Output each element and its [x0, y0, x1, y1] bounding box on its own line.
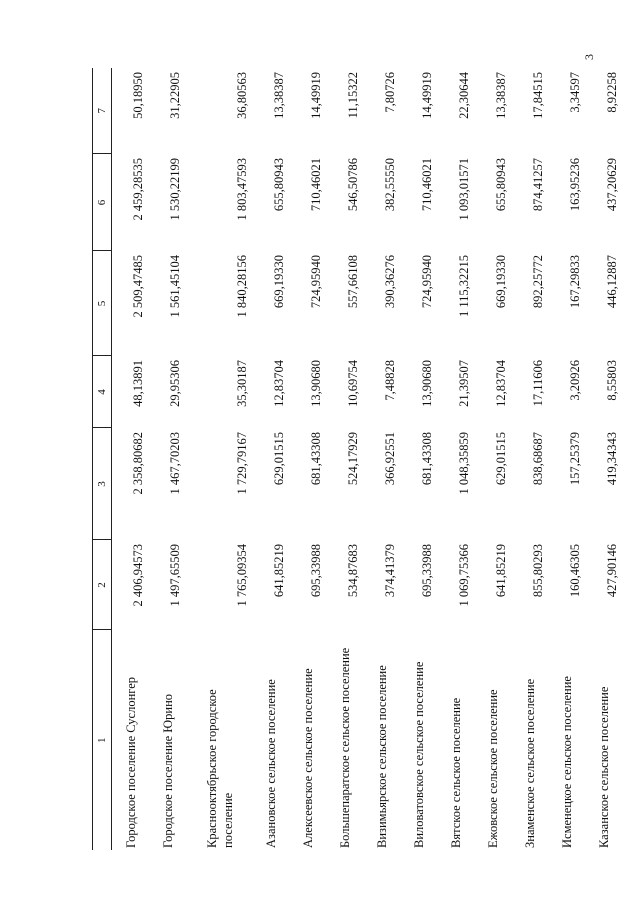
table-row	[149, 68, 186, 850]
value-cell-col-2: 855,80293	[530, 544, 545, 598]
table-row	[186, 68, 253, 850]
value-cell-col-7: 17,84515	[530, 72, 545, 119]
value-cell-col-7: 13,38387	[271, 72, 286, 119]
settlement-name-cell: Исменецкое сельское поселение	[560, 676, 575, 848]
settlement-name-cell: Краснооктябрьское городское поселение	[204, 689, 235, 848]
header-col-4: 4	[93, 356, 112, 428]
settlement-name-cell: Знаменское сельское поселение	[523, 678, 538, 848]
table-row	[290, 68, 327, 850]
table-row	[364, 68, 401, 850]
value-cell-col-4: 12,83704	[271, 360, 286, 407]
value-cell-col-6: 1 530,22199	[168, 158, 183, 221]
settlement-name-cell: Вятское сельское поселение	[449, 697, 464, 848]
value-cell-col-5: 1 840,28156	[235, 255, 249, 318]
value-cell-col-3: 681,43308	[308, 432, 323, 486]
settlement-name-cell: Виловатовское сельское поселение	[412, 661, 427, 848]
value-cell-col-7: 36,80563	[235, 72, 249, 119]
settlement-name-cell: Городское поселение Суслонгер	[123, 676, 138, 848]
value-cell-col-7: 7,80726	[382, 72, 397, 113]
value-cell-col-6: 1 093,01571	[456, 158, 471, 221]
value-cell-col-6: 382,55550	[382, 158, 397, 212]
value-cell-col-5: 390,36276	[382, 255, 397, 309]
value-cell-col-4: 13,90680	[419, 360, 434, 407]
value-cell-col-2: 2 406,94573	[131, 544, 146, 607]
value-cell-col-2: 695,33988	[308, 544, 323, 598]
table-body	[112, 68, 624, 850]
value-cell-col-5: 892,25772	[530, 255, 545, 309]
value-cell-col-6: 710,46021	[308, 158, 323, 212]
value-cell-col-3: 1 048,35859	[456, 432, 471, 495]
header-col-6: 6	[93, 154, 112, 251]
value-cell-col-2: 641,85219	[493, 544, 508, 598]
value-cell-col-4: 21,39507	[456, 360, 471, 407]
table-header	[93, 68, 112, 850]
value-cell-col-7: 31,22905	[168, 72, 183, 119]
value-cell-col-4: 8,55803	[605, 360, 619, 401]
header-col-2: 2	[93, 540, 112, 630]
value-cell-col-5: 669,19330	[271, 255, 286, 309]
value-cell-col-6: 655,80943	[493, 158, 508, 212]
value-cell-col-2: 374,41379	[382, 544, 397, 598]
value-cell-col-3: 1 467,70203	[168, 432, 183, 495]
value-cell-col-7: 8,92258	[605, 72, 619, 113]
value-cell-col-7: 13,38387	[493, 72, 508, 119]
value-cell-col-7: 22,30644	[456, 72, 471, 119]
header-col-7: 7	[93, 68, 112, 154]
value-cell-col-3: 681,43308	[419, 432, 434, 486]
value-cell-col-5: 557,66108	[345, 255, 360, 309]
value-cell-col-4: 10,69754	[345, 360, 360, 407]
value-cell-col-7: 50,18950	[131, 72, 146, 119]
value-cell-col-6: 710,46021	[419, 158, 434, 212]
value-cell-col-6: 655,80943	[271, 158, 286, 212]
value-cell-col-6: 2 459,28535	[131, 158, 146, 221]
value-cell-col-3: 366,92551	[382, 432, 397, 486]
value-cell-col-5: 669,19330	[493, 255, 508, 309]
table-row	[512, 68, 549, 850]
value-cell-col-5: 446,12887	[605, 255, 619, 309]
value-cell-col-5: 1 115,32215	[456, 255, 471, 318]
settlement-name-cell: Большепаратское сельское поселение	[338, 647, 353, 848]
value-cell-col-5: 167,29833	[567, 255, 582, 309]
settlement-name-cell: Ежовское сельское поселение	[486, 689, 501, 848]
table-row	[586, 68, 623, 850]
data-table	[92, 68, 623, 850]
table-row	[112, 68, 150, 850]
value-cell-col-3: 629,01515	[493, 432, 508, 486]
rotated-table-container	[92, 68, 623, 850]
table-row	[401, 68, 438, 850]
value-cell-col-3: 524,17929	[345, 432, 360, 486]
settlement-name-cell: Алексеевское сельское поселение	[301, 668, 316, 848]
value-cell-col-6: 437,20629	[605, 158, 619, 212]
value-cell-col-2: 534,87683	[345, 544, 360, 598]
header-col-3: 3	[93, 428, 112, 540]
value-cell-col-6: 1 803,47593	[235, 158, 249, 221]
value-cell-col-2: 427,90146	[605, 544, 619, 598]
page-number: 3	[582, 54, 596, 60]
value-cell-col-2: 1 069,75366	[456, 544, 471, 607]
value-cell-col-3: 629,01515	[271, 432, 286, 486]
value-cell-col-4: 17,11606	[530, 360, 545, 407]
value-cell-col-3: 2 358,80682	[131, 432, 146, 495]
value-cell-col-5: 2 509,47485	[131, 255, 146, 318]
value-cell-col-5: 724,95940	[419, 255, 434, 309]
value-cell-col-2: 1 497,65509	[168, 544, 183, 607]
settlement-name-cell: Визимьярское сельское поселение	[375, 665, 390, 848]
value-cell-col-6: 874,41257	[530, 158, 545, 212]
settlement-name-cell: Азановское сельское поселение	[264, 679, 279, 848]
header-col-5: 5	[93, 251, 112, 356]
value-cell-col-7: 11,15322	[345, 72, 360, 119]
value-cell-col-6: 546,50786	[345, 158, 360, 212]
header-row	[93, 68, 112, 850]
value-cell-col-2: 641,85219	[271, 544, 286, 598]
value-cell-col-3: 838,68687	[530, 432, 545, 486]
value-cell-col-3: 157,25379	[567, 432, 582, 486]
value-cell-col-4: 29,95306	[168, 360, 183, 407]
value-cell-col-4: 3,20926	[567, 360, 582, 401]
value-cell-col-4: 35,30187	[235, 360, 249, 407]
value-cell-col-3: 419,34343	[605, 432, 619, 486]
header-col-1: 1	[93, 630, 112, 850]
value-cell-col-5: 724,95940	[308, 255, 323, 309]
value-cell-col-4: 7,48828	[382, 360, 397, 401]
value-cell-col-7: 3,34597	[567, 72, 582, 113]
table-row	[549, 68, 586, 850]
value-cell-col-7: 14,49919	[308, 72, 323, 119]
table-row	[327, 68, 364, 850]
table-row	[253, 68, 290, 850]
value-cell-col-7: 14,49919	[419, 72, 434, 119]
value-cell-col-4: 48,13891	[131, 360, 146, 407]
value-cell-col-2: 1 765,09354	[235, 544, 249, 607]
value-cell-col-2: 695,33988	[419, 544, 434, 598]
table-row	[438, 68, 475, 850]
value-cell-col-4: 12,83704	[493, 360, 508, 407]
settlement-name-cell: Городское поселение Юрино	[160, 693, 175, 848]
value-cell-col-2: 160,46305	[567, 544, 582, 598]
value-cell-col-3: 1 729,79167	[235, 432, 249, 495]
table-row	[475, 68, 512, 850]
value-cell-col-5: 1 561,45104	[168, 255, 183, 318]
value-cell-col-4: 13,90680	[308, 360, 323, 407]
settlement-name-cell: Казанское сельское поселение	[597, 686, 612, 848]
value-cell-col-6: 163,95236	[567, 158, 582, 212]
